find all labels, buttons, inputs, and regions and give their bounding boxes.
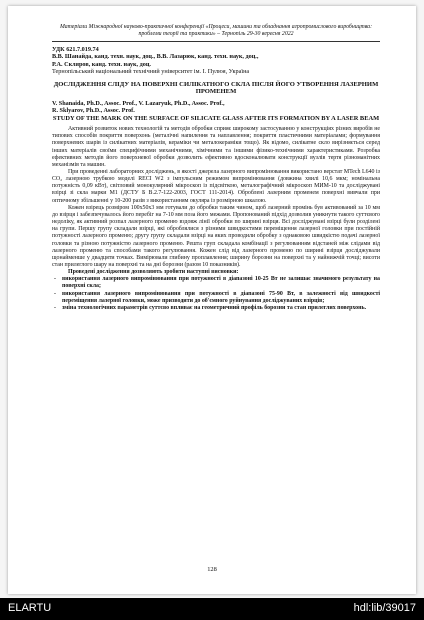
repository-name: ELARTU (8, 602, 52, 614)
conclusion-text: зміна технологічних параметрів суттєво впливає на геометричний профіль борозни та стан прилеглих поверхонь. (62, 304, 367, 311)
document-page (8, 6, 416, 594)
conclusion-item: - використання лазерного випромінювання при потужності в діапазоні 10-25 Вт не залишає значимого результату на поверхні скла; (54, 276, 380, 290)
authors-en-line: V. Shanaida, Ph.D., Assoc. Prof., V. Lazaryuk, Ph.D., Assoc. Prof., (52, 100, 225, 108)
conference-header: Матеріали Міжнародної науково-практичної конференції «Процеси, машини та обладнання агропромислового виробництва: проблеми теорії та практики» – Тернопіль 29-30 вересня 2022 (52, 24, 380, 42)
conclusions-list (52, 276, 380, 312)
conclusion-text: використання лазерного випромінювання при потужності в діапазоні 75-90 Вт, в залежності від швидкості переміщення лазерної головки, може призводити до об'ємного руйнування досліджуваних взірців; (62, 290, 380, 304)
conclusions-intro: Проведені дослідження дозволяють зробити наступні висновки: (68, 269, 239, 276)
paper-body (52, 126, 380, 312)
udc-code: УДК 621.7.019.74 (52, 46, 99, 53)
page-content (52, 24, 380, 312)
authors-en-line: R. Sklyarov, Ph.D., Assoc. Prof. (52, 107, 135, 115)
handle-id: hdl:lib/39017 (353, 602, 416, 614)
paper-title-ua: ДОСЛІДЖЕННЯ СЛІДУ НА ПОВЕРХНІ СИЛІКАТНОГО СКЛА ПІСЛЯ ЙОГО УТВОРЕННЯ ЛАЗЕРНИМ ПРОМЕНЕМ (53, 80, 379, 96)
authors-ua (52, 53, 380, 68)
conclusion-item: - використання лазерного випромінювання при потужності в діапазоні 75-90 Вт, в залежності від швидкості переміщення лазерної головки, може призводити до об'ємного руйнування досліджуваних взірців; (54, 290, 380, 304)
body-paragraph: Активний розвиток нових технологій та методів обробки сприяє широкому застосуванню у конструкціях різних виробів не типових способів покриття поверхонь (металічні напилення та наплавлення; покриття пластичними матеріалами; формування поверхневих шарів із силікатних матеріалів, кераміки чи металокераміки тощо). Як відомо, силікатне скло вирізняється серед інших матеріалів своїми специфічними механічними, хімічними та іншими фізико-технічними характеристиками. Розробка ефективних методів його поверхневої обробки дозволить ефективно вдосконалювати конструкції вузлів тертя різноманітних механізмів та машин. (52, 126, 380, 168)
authors-en (52, 100, 380, 114)
conclusion-item: - зміна технологічних параметрів суттєво впливає на геометричний профіль борозни та стан прилеглих поверхонь. (54, 304, 367, 311)
authors-ua-line: В.В. Шанайда, канд. техн. наук, доц., В.В. Лазарюк, канд. техн. наук, доц., (52, 53, 259, 61)
affiliation: Тернопільський національний технічний університет ім. І. Пулюя, Україна (52, 68, 250, 76)
conclusion-text: використання лазерного випромінювання при потужності в діапазоні 10-25 Вт не залишає значимого результату на поверхні скла; (62, 276, 380, 290)
repository-footer-bar (0, 598, 424, 620)
body-paragraph: Кожен взірець розміром 100х50х3 мм готували до обробки таким чином, щоб лазерний промінь був активований за 10 мм до взірця і забезпечувалось його перебіг на 7-10 мм поза його межами. Пропонований підхід дозволив уникнути такого суттєвого недоліку, як активний розпал лазерного променю вздовж лінії обробки по ширині взірця. Всі досліджувані взірці були розділені на групи. Першу групу складали взірці, які оброблялися з різними швидкостями переміщення лазерної головки при постійній потужності лазерного променю; другу групу складали взірці на яких проводили обробку з однаковою швидкістю подачі лазерної головки та різною потужністю лазерного променю. Решта груп складала комбінації з регулюванням відстаней між слідами від лазерного променю та способами такого регулювання. Кожен слід від лазерного променю по ширині взірця досліджували щонайменше у двадцяти точках. Вимірювали глибину проплавлення; ширину борозни на поверхні та у найнижчій точці; висоти стан прилеглого шару на поверхні та на дні борозни (разом 10 показників). (52, 204, 380, 268)
paper-title-en: STUDY OF THE MARK ON THE SURFACE OF SILICATE GLASS AFTER ITS FORMATION BY A LASER BEAM (52, 114, 380, 122)
authors-ua-line: Р.А. Скляров, канд. техн. наук, доц. (52, 60, 151, 68)
page-number: 128 (207, 566, 217, 573)
body-paragraph: При проведенні лабораторних досліджень, в якості джерела лазерного випромінювання використано верстат MTech L640 із CO₂ лазерною трубкою моделі RECI W2 з імпульсним режимом випромінювання (довжина хвилі 10,6 мкм; номінальна потужність 0,09 кВт), світловий монокулярний мікроскоп із підсвіткою, металографічний мікроскоп МИМ-10 та досліджувані взірці зі скла марки М1 (ДСТУ Б В.2.7-122-2003, ГОСТ 111-2014). Оброблені лазерним променем поверхні вивчали при оптичному збільшенні у 10-200 разів з використанням окуляра із розмірною шкалою. (52, 168, 380, 204)
